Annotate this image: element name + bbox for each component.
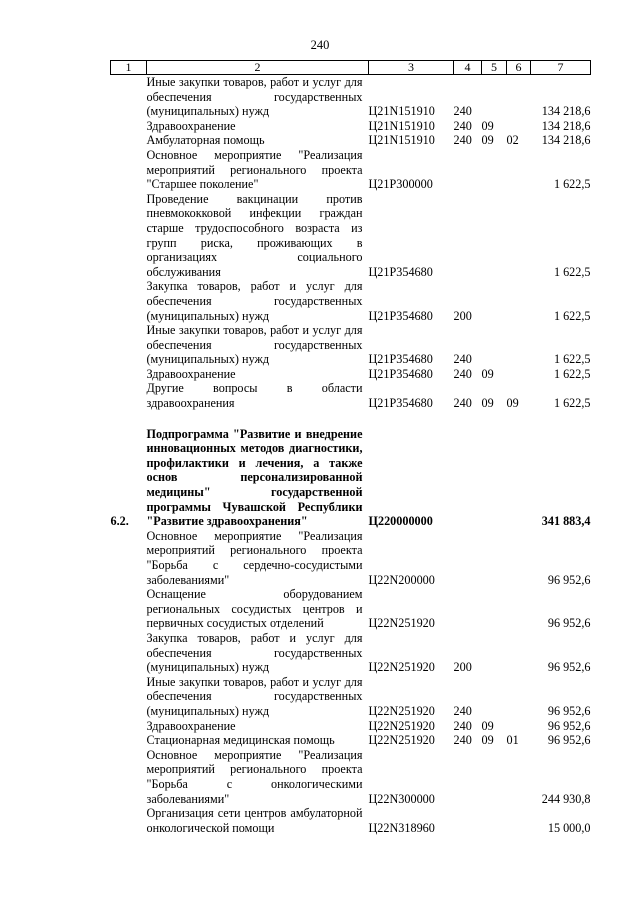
target-code: Ц22N318960: [368, 820, 435, 835]
row-number: [111, 719, 147, 734]
subsection-code: [507, 279, 531, 323]
section-code: [482, 148, 507, 192]
table-row: [111, 529, 591, 587]
section-code: [482, 631, 507, 675]
table-row: [111, 192, 591, 280]
row-number: [111, 279, 147, 323]
section-code: 09: [481, 133, 494, 148]
amount: 96 952,6: [547, 733, 591, 748]
section-code: 09: [481, 118, 494, 133]
subsection-code: [507, 367, 531, 382]
target-code: Ц21P354680: [368, 308, 433, 323]
row-name: Подпрограмма "Развитие и внедрение инновационных методов диагностики, профилактики и лечения, а также основ персонализированной медицины" государственной программы Чувашской Республики "Развитие здравоохранения": [146, 426, 363, 529]
expense-type: 240: [453, 718, 472, 733]
row-name: Основное мероприятие "Реализация мероприятий регионального проекта "Старшее поколение": [146, 147, 363, 192]
table-row: [111, 587, 591, 631]
row-name: Проведение вакцинации против пневмококковой инфекции граждан старше трудоспособного возраста из групп риска, проживающих в организациях социального обслуживания: [146, 191, 363, 279]
section-code: [482, 427, 507, 529]
row-name: Другие вопросы в области здравоохранения: [146, 381, 363, 411]
amount: 134 218,6: [541, 133, 591, 148]
section-code: [482, 75, 507, 119]
section-code: [482, 323, 507, 367]
table-row: [111, 806, 591, 835]
row-number: [111, 806, 147, 835]
table-row: [111, 323, 591, 367]
target-code: Ц21N151910: [368, 133, 435, 148]
subsection-code: 02: [506, 133, 519, 148]
target-code: Ц22N251920: [368, 616, 435, 631]
expense-type: [454, 587, 482, 631]
row-name: Закупка товаров, работ и услуг для обеспечения государственных (муниципальных) нужд: [146, 630, 363, 675]
table-row: [111, 279, 591, 323]
amount: 1 622,5: [553, 177, 591, 192]
row-number: [111, 631, 147, 675]
section-code: 09: [481, 396, 494, 411]
target-code: Ц21N151910: [368, 118, 435, 133]
row-number: [111, 733, 147, 748]
target-code: Ц22N300000: [368, 791, 435, 806]
column-header: 7: [531, 61, 591, 75]
subsection-code: [507, 748, 531, 806]
subsection-code: 01: [506, 733, 519, 748]
row-name: Иные закупки товаров, работ и услуг для обеспечения государственных (муниципальных) нужд: [146, 323, 363, 367]
row-number: [111, 75, 147, 119]
row-number: [111, 192, 147, 280]
expense-type: [454, 427, 482, 529]
table-row: [111, 381, 591, 410]
expense-type: 240: [453, 352, 472, 367]
column-header: 6: [507, 61, 531, 75]
amount: 96 952,6: [547, 572, 591, 587]
table-row: [111, 675, 591, 719]
row-name: Основное мероприятие "Реализация мероприятий регионального проекта "Борьба с сердечно-сосудистыми заболеваниями": [146, 528, 363, 587]
table-row: [111, 133, 591, 148]
spacer-row: [111, 411, 591, 427]
table-row: [111, 719, 591, 734]
target-code: Ц21P354680: [368, 396, 433, 411]
table-row: [111, 367, 591, 382]
amount: 134 218,6: [541, 118, 591, 133]
section-code: [482, 748, 507, 806]
target-code: Ц220000000: [368, 514, 433, 529]
subsection-code: [507, 587, 531, 631]
row-number: 6.2.: [110, 514, 129, 529]
subsection-code: [507, 192, 531, 280]
column-header: 3: [369, 61, 454, 75]
row-name: Амбулаторная помощь: [146, 133, 265, 148]
section-code: [482, 675, 507, 719]
table-row: [111, 119, 591, 134]
expense-type: [454, 529, 482, 587]
target-code: Ц22N251920: [368, 703, 435, 718]
budget-table: [110, 60, 591, 835]
target-code: Ц22N251920: [368, 718, 435, 733]
section-code: [482, 587, 507, 631]
subsection-code: 09: [506, 396, 519, 411]
expense-type: [454, 148, 482, 192]
row-name: Организация сети центров амбулаторной онкологической помощи: [146, 806, 363, 835]
subsection-code: [507, 75, 531, 119]
row-name: Оснащение оборудованием региональных сосудистых центров и первичных сосудистых отделений: [146, 587, 363, 631]
row-name: Здравоохранение: [146, 118, 236, 133]
expense-type: [454, 748, 482, 806]
amount: 244 930,8: [541, 791, 591, 806]
expense-type: 240: [453, 366, 472, 381]
section-code: 09: [481, 718, 494, 733]
subsection-code: [507, 806, 531, 835]
column-header: 5: [482, 61, 507, 75]
row-number: [111, 587, 147, 631]
table-row: [111, 631, 591, 675]
row-number: [111, 148, 147, 192]
target-code: Ц21P354680: [368, 366, 433, 381]
column-header: 1: [111, 61, 147, 75]
amount: 341 883,4: [541, 514, 591, 529]
row-name: Здравоохранение: [146, 366, 236, 381]
expense-type: [454, 192, 482, 280]
amount: 15 000,0: [547, 820, 591, 835]
expense-type: 240: [453, 733, 472, 748]
amount: 1 622,5: [553, 396, 591, 411]
amount: 1 622,5: [553, 308, 591, 323]
section-code: [482, 279, 507, 323]
table-row: [111, 748, 591, 806]
expense-type: 200: [453, 660, 472, 675]
page-number: 240: [310, 38, 330, 52]
target-code: Ц22N200000: [368, 572, 435, 587]
expense-type: 240: [453, 104, 472, 119]
row-name: Основное мероприятие "Реализация мероприятий регионального проекта "Борьба с онкологическими заболеваниями": [146, 747, 363, 806]
target-code: Ц22N251920: [368, 660, 435, 675]
amount: 96 952,6: [547, 660, 591, 675]
subsection-code: [507, 719, 531, 734]
section-code: [482, 806, 507, 835]
table-row: [111, 733, 591, 748]
table-row: [111, 148, 591, 192]
expense-type: [454, 806, 482, 835]
subsection-code: [507, 529, 531, 587]
subsection-code: [507, 148, 531, 192]
section-code: [482, 192, 507, 280]
subsection-code: [507, 119, 531, 134]
row-name: Закупка товаров, работ и услуг для обеспечения государственных (муниципальных) нужд: [146, 279, 363, 323]
column-header: 2: [147, 61, 369, 75]
table-row: [111, 427, 591, 529]
row-number: [111, 675, 147, 719]
amount: 96 952,6: [547, 616, 591, 631]
expense-type: 240: [453, 118, 472, 133]
row-name: Иные закупки товаров, работ и услуг для обеспечения государственных (муниципальных) нужд: [146, 75, 363, 119]
expense-type: 240: [453, 703, 472, 718]
column-header: 4: [454, 61, 482, 75]
row-number: [111, 367, 147, 382]
subsection-code: [507, 323, 531, 367]
row-number: [111, 381, 147, 410]
section-code: 09: [481, 733, 494, 748]
target-code: Ц22N251920: [368, 733, 435, 748]
row-name: Стационарная медицинская помощь: [146, 733, 335, 748]
subsection-code: [507, 427, 531, 529]
row-number: [111, 748, 147, 806]
target-code: Ц21N151910: [368, 104, 435, 119]
amount: 96 952,6: [547, 703, 591, 718]
amount: 1 622,5: [553, 366, 591, 381]
expense-type: 240: [453, 396, 472, 411]
row-name: Здравоохранение: [146, 718, 236, 733]
subsection-code: [507, 631, 531, 675]
row-number: [111, 119, 147, 134]
amount: 1 622,5: [553, 264, 591, 279]
amount: 96 952,6: [547, 718, 591, 733]
expense-type: 200: [453, 308, 472, 323]
row-number: [111, 323, 147, 367]
row-number: [111, 133, 147, 148]
table-row: [111, 75, 591, 119]
row-number: [111, 529, 147, 587]
table-header-row: [111, 61, 591, 75]
subsection-code: [507, 675, 531, 719]
target-code: Ц21P300000: [368, 177, 433, 192]
target-code: Ц21P354680: [368, 264, 433, 279]
section-code: 09: [481, 366, 494, 381]
expense-type: 240: [453, 133, 472, 148]
section-code: [482, 529, 507, 587]
row-name: Иные закупки товаров, работ и услуг для обеспечения государственных (муниципальных) нужд: [146, 674, 363, 718]
amount: 1 622,5: [553, 352, 591, 367]
target-code: Ц21P354680: [368, 352, 433, 367]
amount: 134 218,6: [541, 104, 591, 119]
